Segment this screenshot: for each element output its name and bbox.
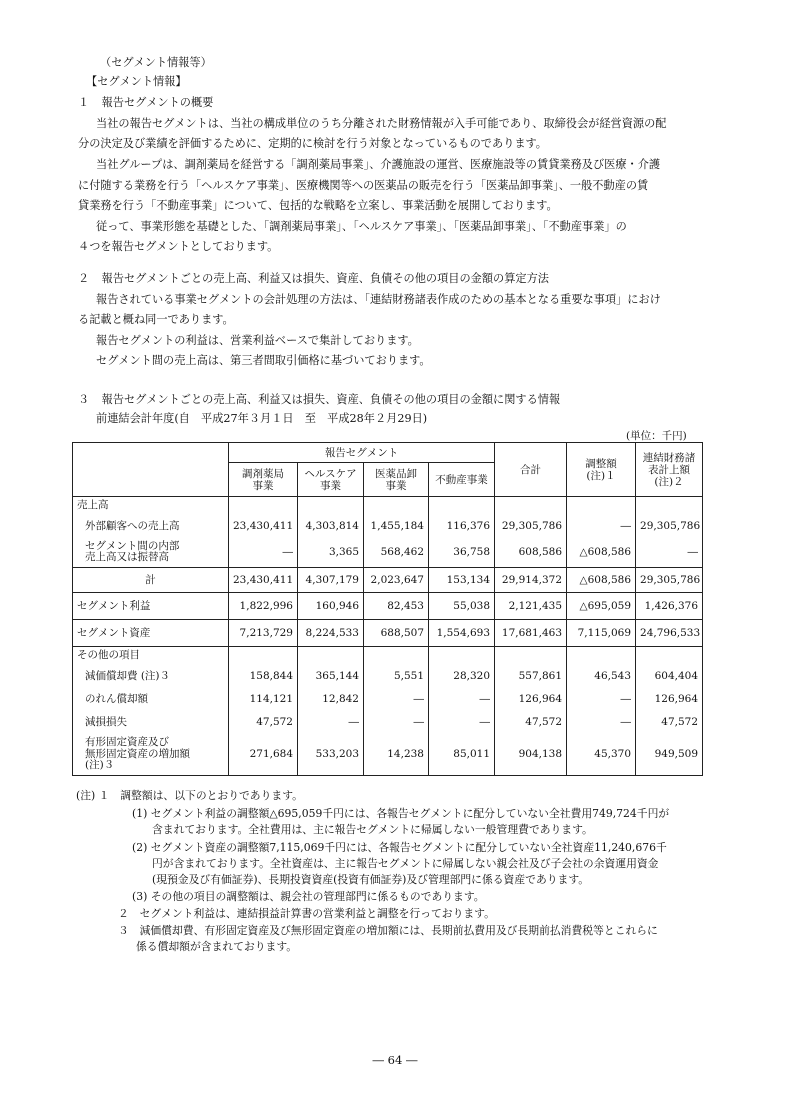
cell: 85,011	[429, 734, 495, 776]
section3-heading	[78, 393, 560, 407]
note-3-line: ３ 減価償却費、有形固定資産及び無形固定資産の増加額には、長期前払費用及び長期前払消費税等とこれらに	[118, 924, 658, 937]
cell: 46,543	[567, 664, 636, 688]
cell: ―	[429, 711, 495, 734]
section-label-sales: 売上高	[73, 497, 229, 514]
row-label: セグメント利益	[73, 593, 229, 620]
cell: 47,572	[229, 711, 298, 734]
section2-heading	[78, 272, 549, 286]
note-1-2-line: 円が含まれております。全社資産は、主に報告セグメントに帰属しない親会社及び子会社の余資運用資金	[152, 857, 659, 870]
cell: 568,462	[364, 538, 429, 568]
header-reportable-segment: 報告セグメント	[229, 443, 495, 463]
cell: 1,554,693	[429, 620, 495, 647]
table-row	[73, 711, 703, 734]
section3-number: ３	[78, 393, 90, 406]
cell: 8,224,533	[298, 620, 364, 647]
cell: 1,455,184	[364, 514, 429, 538]
table-row	[73, 688, 703, 711]
header-adjustment: 調整額 (注)１	[567, 443, 636, 497]
section2-number: ２	[78, 272, 90, 285]
row-label: 減損損失	[73, 711, 229, 734]
cell: ―	[567, 688, 636, 711]
cell: 2,121,435	[495, 593, 567, 620]
cell: 17,681,463	[495, 620, 567, 647]
cell: 114,121	[229, 688, 298, 711]
table-row	[73, 593, 703, 620]
cell: 688,507	[364, 620, 429, 647]
section2-title: 報告セグメントごとの売上高、利益又は損失、資産、負債その他の項目の金額の算定方法	[101, 272, 549, 285]
cell: ―	[229, 538, 298, 568]
section1-line: 当社の報告セグメントは、当社の構成単位のうち分離された財務情報が入手可能であり、取締役会が経営資源の配	[96, 117, 667, 130]
cell: 24,796,533	[636, 620, 703, 647]
segment-table	[72, 442, 703, 776]
table-row	[73, 620, 703, 647]
cell: 4,307,179	[298, 568, 364, 593]
table-row	[73, 568, 703, 593]
cell: ―	[567, 514, 636, 538]
cell: 557,861	[495, 664, 567, 688]
cell: ―	[429, 688, 495, 711]
row-label: のれん償却額	[73, 688, 229, 711]
section1-heading	[78, 96, 213, 110]
cell: ―	[298, 711, 364, 734]
section2-line: 報告セグメントの利益は、営業利益ベースで集計しております。	[96, 334, 419, 347]
cell: 126,964	[495, 688, 567, 711]
section1-number: １	[78, 96, 90, 109]
note-1-2-line: (2) セグメント資産の調整額7,115,069千円には、各報告セグメントに配分していない全社資産11,240,676千	[132, 841, 667, 854]
cell: 23,430,411	[229, 514, 298, 538]
table-row	[73, 497, 703, 514]
heading-segment-info-etc: （セグメント情報等）	[100, 56, 212, 69]
cell: 28,320	[429, 664, 495, 688]
cell: 23,430,411	[229, 568, 298, 593]
section1-line: 当社グループは、調剤薬局を経営する「調剤薬局事業」、介護施設の運営、医療施設等の賃貸業務及び医療・介護	[96, 158, 661, 171]
cell: 29,305,786	[495, 514, 567, 538]
heading-segment-info: 【セグメント情報】	[86, 75, 187, 88]
cell: 45,370	[567, 734, 636, 776]
cell: 365,144	[298, 664, 364, 688]
cell: 904,138	[495, 734, 567, 776]
cell: 3,365	[298, 538, 364, 568]
cell: 1,426,376	[636, 593, 703, 620]
note-head: (注) １ 調整額は、以下のとおりであります。	[76, 789, 303, 802]
cell: 14,238	[364, 734, 429, 776]
section1-line: 分の決定及び業績を評価するために、定期的に検討を行う対象となっているものであります。	[78, 137, 547, 150]
section1-title: 報告セグメントの概要	[101, 96, 214, 109]
header-healthcare: ヘルスケア 事業	[298, 463, 364, 497]
unit-label: (単位：千円)	[626, 430, 687, 442]
cell: 116,376	[429, 514, 495, 538]
cell: 2,023,647	[364, 568, 429, 593]
header-wholesale: 医薬品卸 事業	[364, 463, 429, 497]
section3-title: 報告セグメントごとの売上高、利益又は損失、資産、負債その他の項目の金額に関する情報	[101, 393, 561, 406]
header-total: 合計	[495, 443, 567, 497]
page-number: ― 64 ―	[372, 1053, 418, 1067]
cell: 47,572	[636, 711, 703, 734]
cell: 82,453	[364, 593, 429, 620]
section1-line: ４つを報告セグメントとしております。	[78, 240, 279, 253]
cell: △608,586	[567, 568, 636, 593]
cell: 7,213,729	[229, 620, 298, 647]
section2-line: 報告されている事業セグメントの会計処理の方法は、「連結財務諸表作成のための基本となる重要な事項」におけ	[96, 293, 661, 306]
table-row	[73, 538, 703, 568]
row-label: セグメント資産	[73, 620, 229, 647]
cell: 5,551	[364, 664, 429, 688]
section2-line: セグメント間の売上高は、第三者間取引価格に基づいております。	[96, 354, 431, 367]
header-real-estate: 不動産事業	[429, 463, 495, 497]
cell: 604,404	[636, 664, 703, 688]
header-blank	[73, 443, 229, 497]
row-label: セグメント間の内部 売上高又は振替高	[73, 538, 229, 568]
note-1-1-line: 含まれております。全社費用は、主に報告セグメントに帰属しない一般管理費であります。	[152, 823, 593, 836]
cell: △608,586	[567, 538, 636, 568]
cell: 29,305,786	[636, 568, 703, 593]
section-label-other: その他の項目	[73, 647, 229, 664]
section1-line: 貸業務を行う「不動産事業」について、包括的な戦略を立案し、事業活動を展開しております。	[78, 199, 558, 212]
cell: ―	[364, 688, 429, 711]
cell: 29,305,786	[636, 514, 703, 538]
note-1-1-line: (1) セグメント利益の調整額△695,059千円には、各報告セグメントに配分していない全社費用749,724千円が	[132, 807, 670, 820]
section3-period: 前連結会計年度(自 平成27年３月１日 至 平成28年２月29日)	[96, 412, 428, 425]
cell: 12,842	[298, 688, 364, 711]
row-label: 計	[73, 568, 229, 593]
section2-line: る記載と概ね同一であります。	[78, 313, 234, 326]
note-1-3-line: (3) その他の項目の調整額は、親会社の管理部門に係るものであります。	[132, 890, 485, 903]
cell: ―	[567, 711, 636, 734]
cell: 608,586	[495, 538, 567, 568]
cell: 47,572	[495, 711, 567, 734]
section1-line: に付随する業務を行う「ヘルスケア事業」、医療機関等への医薬品の販売を行う「医薬品卸事業」、一般不動産の賃	[78, 179, 649, 192]
table-row	[73, 647, 703, 664]
table-row	[73, 664, 703, 688]
cell: 55,038	[429, 593, 495, 620]
cell: ―	[364, 711, 429, 734]
cell: ―	[636, 538, 703, 568]
cell: 29,914,372	[495, 568, 567, 593]
cell: 126,964	[636, 688, 703, 711]
cell: 158,844	[229, 664, 298, 688]
row-label: 減価償却費 (注)３	[73, 664, 229, 688]
section1-line: 従って、事業形態を基礎とした、「調剤薬局事業」、「ヘルスケア事業」、「医薬品卸事業」、「不動産事業」の	[96, 220, 627, 233]
cell: 4,303,814	[298, 514, 364, 538]
cell: △695,059	[567, 593, 636, 620]
note-2: ２ セグメント利益は、連結損益計算書の営業利益と調整を行っております。	[118, 907, 495, 920]
cell: 271,684	[229, 734, 298, 776]
note-1-2-line: (現預金及び有価証券)、長期投資資産(投資有価証券)及び管理部門に係る資産であります。	[152, 873, 590, 886]
cell: 153,134	[429, 568, 495, 593]
cell: 160,946	[298, 593, 364, 620]
row-label: 外部顧客への売上高	[73, 514, 229, 538]
cell: 36,758	[429, 538, 495, 568]
cell: 533,203	[298, 734, 364, 776]
table-header-row	[73, 443, 703, 463]
note-3-line: 係る償却額が含まれております。	[136, 940, 298, 953]
table-row	[73, 734, 703, 776]
header-consolidated: 連結財務諸 表計上額 (注)２	[636, 443, 703, 497]
table-row	[73, 514, 703, 538]
cell: 7,115,069	[567, 620, 636, 647]
cell: 949,509	[636, 734, 703, 776]
cell: 1,822,996	[229, 593, 298, 620]
row-label: 有形固定資産及び 無形固定資産の増加額 (注)３	[73, 734, 229, 776]
header-pharmacy: 調剤薬局 事業	[229, 463, 298, 497]
